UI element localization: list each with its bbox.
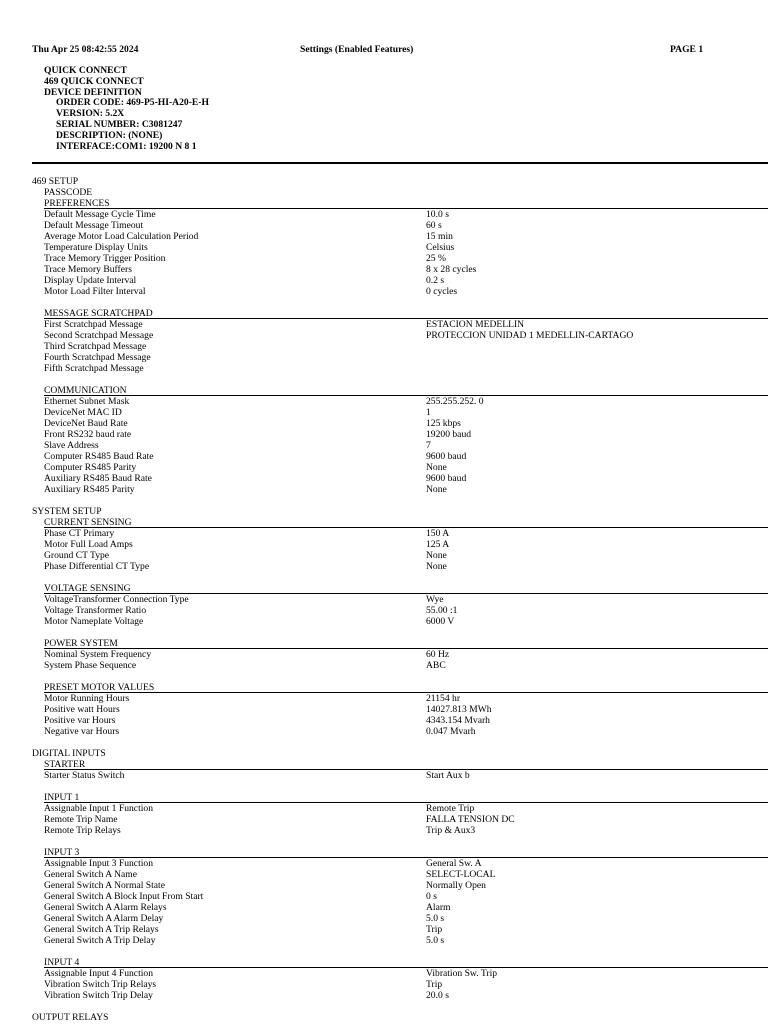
- setting-row: [44, 858, 768, 869]
- setting-name: Assignable Input 3 Function: [44, 858, 153, 869]
- group-heading: CURRENT SENSING: [44, 517, 768, 528]
- setting-row: [44, 363, 768, 374]
- setting-name: Computer RS485 Parity: [44, 462, 137, 473]
- setting-value: 20.0 s: [426, 990, 449, 1001]
- setting-row: [44, 352, 768, 363]
- spacer: [32, 572, 768, 583]
- setting-value: Vibration Sw. Trip: [426, 968, 498, 979]
- setting-name: Default Message Cycle Time: [44, 209, 156, 220]
- setting-name: Fifth Scratchpad Message: [44, 363, 144, 374]
- setting-value: 0 cycles: [426, 286, 458, 297]
- group-heading: INPUT 1: [44, 792, 768, 803]
- setting-value: 125 kbps: [426, 418, 461, 429]
- setting-value: 19200 baud: [426, 429, 472, 440]
- setting-value: Trip & Aux3: [426, 825, 476, 836]
- setting-row: [44, 242, 768, 253]
- setting-row: [44, 275, 768, 286]
- setting-name: Auxiliary RS485 Parity: [44, 484, 135, 495]
- setting-row: [44, 869, 768, 880]
- setting-name: Slave Address: [44, 440, 99, 451]
- page-number: PAGE 1: [670, 44, 704, 55]
- setting-value: ABC: [426, 660, 446, 671]
- setting-row: [44, 429, 768, 440]
- header-divider: [32, 162, 768, 164]
- setting-name: Temperature Display Units: [44, 242, 148, 253]
- setting-row: [44, 649, 768, 660]
- setting-value: 14027.813 MWh: [426, 704, 492, 715]
- setting-name: DeviceNet MAC ID: [44, 407, 122, 418]
- setting-name: Nominal System Frequency: [44, 649, 152, 660]
- setting-name: Auxiliary RS485 Baud Rate: [44, 473, 152, 484]
- setting-value: 60 Hz: [426, 649, 450, 660]
- setting-value: Remote Trip: [426, 803, 475, 814]
- setting-row: [44, 561, 768, 572]
- setting-value: 60 s: [426, 220, 442, 231]
- setting-row: [44, 231, 768, 242]
- setting-name: Second Scratchpad Message: [44, 330, 154, 341]
- group-heading: PREFERENCES: [44, 198, 768, 209]
- info-line: QUICK CONNECT: [44, 65, 127, 76]
- setting-value: None: [426, 484, 447, 495]
- setting-row: [44, 814, 768, 825]
- setting-value: FALLA TENSION DC: [426, 814, 515, 825]
- setting-row: [44, 913, 768, 924]
- setting-value: General Sw. A: [426, 858, 482, 869]
- setting-row: [44, 396, 768, 407]
- setting-value: 0.047 Mvarh: [426, 726, 476, 737]
- setting-value: 0 s: [426, 891, 437, 902]
- setting-name: General Switch A Normal State: [44, 880, 165, 891]
- setting-row: [44, 407, 768, 418]
- report-title: Settings (Enabled Features): [300, 44, 414, 55]
- group-heading: VOLTAGE SENSING: [44, 583, 768, 594]
- setting-value: SELECT-LOCAL: [426, 869, 496, 880]
- setting-row: [44, 924, 768, 935]
- section-heading: 469 SETUP: [32, 176, 79, 187]
- order-code: ORDER CODE: 469-P5-HI-A20-E-H: [56, 97, 209, 109]
- setting-value: 8 x 28 cycles: [426, 264, 477, 275]
- setting-name: Fourth Scratchpad Message: [44, 352, 151, 363]
- setting-row: [44, 770, 768, 781]
- setting-value: 15 min: [426, 231, 453, 242]
- setting-value: None: [426, 462, 447, 473]
- setting-name: Voltage Transformer Ratio: [44, 605, 147, 616]
- setting-value: 5.0 s: [426, 935, 445, 946]
- setting-row: [44, 693, 768, 704]
- setting-row: [44, 880, 768, 891]
- spacer: [32, 946, 768, 957]
- section-heading: DIGITAL INPUTS: [32, 748, 106, 759]
- setting-value: 9600 baud: [426, 473, 467, 484]
- setting-name: Default Message Timeout: [44, 220, 144, 231]
- setting-value: 55.00 :1: [426, 605, 458, 616]
- setting-row: [44, 341, 768, 352]
- setting-name: Positive var Hours: [44, 715, 116, 726]
- setting-name: Front RS232 baud rate: [44, 429, 132, 440]
- setting-name: Computer RS485 Baud Rate: [44, 451, 154, 462]
- setting-row: [44, 990, 768, 1001]
- setting-name: Motor Load Filter Interval: [44, 286, 146, 297]
- group-heading: INPUT 3: [44, 847, 768, 858]
- info-line: 469 QUICK CONNECT: [44, 75, 144, 87]
- setting-name: Ground CT Type: [44, 550, 110, 561]
- setting-row: [44, 660, 768, 671]
- setting-name: Motor Full Load Amps: [44, 539, 133, 550]
- version: VERSION: 5.2X: [56, 108, 125, 120]
- info-line: DEVICE DEFINITION: [44, 86, 142, 98]
- group-heading: PRESET MOTOR VALUES: [44, 682, 768, 693]
- setting-value: 6000 V: [426, 616, 455, 627]
- setting-row: [44, 462, 768, 473]
- setting-name: System Phase Sequence: [44, 660, 137, 671]
- group-heading: POWER SYSTEM: [44, 638, 768, 649]
- setting-value: Celsius: [426, 242, 455, 253]
- group-heading: COMMUNICATION: [44, 385, 768, 396]
- section-heading: OUTPUT RELAYS: [32, 1012, 109, 1023]
- group-heading: INPUT 4: [44, 957, 768, 968]
- device-info-block: [44, 66, 209, 152]
- setting-row: [44, 330, 768, 341]
- setting-name: Assignable Input 1 Function: [44, 803, 153, 814]
- setting-value: None: [426, 550, 447, 561]
- spacer: [32, 495, 768, 506]
- setting-name: Remote Trip Relays: [44, 825, 121, 836]
- setting-name: Phase Differential CT Type: [44, 561, 150, 572]
- setting-name: General Switch A Name: [44, 869, 137, 880]
- setting-row: [44, 902, 768, 913]
- setting-row: [44, 539, 768, 550]
- setting-value: 4343.154 Mvarh: [426, 715, 490, 726]
- setting-value: PROTECCION UNIDAD 1 MEDELLIN-CARTAGO: [426, 330, 634, 341]
- setting-value: Wye: [426, 594, 444, 605]
- setting-row: [44, 825, 768, 836]
- serial-number: SERIAL NUMBER: C3081247: [56, 118, 183, 130]
- group-heading: STARTER: [44, 759, 768, 770]
- setting-name: DeviceNet Baud Rate: [44, 418, 128, 429]
- setting-value: Normally Open: [426, 880, 486, 891]
- spacer: [32, 671, 768, 682]
- setting-row: [44, 979, 768, 990]
- setting-name: Vibration Switch Trip Relays: [44, 979, 157, 990]
- setting-name: General Switch A Trip Relays: [44, 924, 159, 935]
- setting-row: [44, 440, 768, 451]
- setting-row: [44, 616, 768, 627]
- setting-row: [44, 550, 768, 561]
- setting-row: [44, 418, 768, 429]
- setting-row: [44, 484, 768, 495]
- setting-value: 0.2 s: [426, 275, 445, 286]
- setting-value: 21154 hr: [426, 693, 461, 704]
- setting-value: 7: [426, 440, 431, 451]
- description: DESCRIPTION: (NONE): [56, 129, 163, 141]
- spacer: [32, 374, 768, 385]
- spacer: [32, 836, 768, 847]
- setting-value: 9600 baud: [426, 451, 467, 462]
- setting-row: [44, 220, 768, 231]
- setting-row: [44, 264, 768, 275]
- setting-name: General Switch A Alarm Relays: [44, 902, 167, 913]
- setting-name: Ethernet Subnet Mask: [44, 396, 130, 407]
- setting-value: Trip: [426, 924, 443, 935]
- setting-value: 255.255.252. 0: [426, 396, 484, 407]
- setting-name: Remote Trip Name: [44, 814, 118, 825]
- setting-name: Display Update Interval: [44, 275, 137, 286]
- setting-name: Assignable Input 4 Function: [44, 968, 153, 979]
- spacer: [32, 781, 768, 792]
- spacer: [32, 297, 768, 308]
- setting-row: [44, 935, 768, 946]
- print-timestamp: Thu Apr 25 08:42:55 2024: [32, 44, 139, 55]
- setting-name: Negative var Hours: [44, 726, 120, 737]
- setting-value: 125 A: [426, 539, 450, 550]
- setting-name: Average Motor Load Calculation Period: [44, 231, 199, 242]
- setting-name: Positive watt Hours: [44, 704, 120, 715]
- group-heading: PASSCODE: [44, 187, 93, 198]
- setting-value: Start Aux b: [426, 770, 470, 781]
- setting-row: [44, 286, 768, 297]
- setting-value: Alarm: [426, 902, 451, 913]
- spacer: [32, 737, 768, 748]
- setting-row: [44, 451, 768, 462]
- setting-row: [44, 209, 768, 220]
- setting-row: [44, 968, 768, 979]
- setting-row: [44, 803, 768, 814]
- setting-name: Third Scratchpad Message: [44, 341, 147, 352]
- setting-name: VoltageTransformer Connection Type: [44, 594, 189, 605]
- setting-value: 5.0 s: [426, 913, 445, 924]
- setting-value: Trip: [426, 979, 443, 990]
- setting-name: General Switch A Block Input From Start: [44, 891, 204, 902]
- section-heading: SYSTEM SETUP: [32, 506, 102, 517]
- spacer: [32, 627, 768, 638]
- setting-row: [44, 704, 768, 715]
- interface: INTERFACE:COM1: 19200 N 8 1: [56, 140, 197, 152]
- group-heading: MESSAGE SCRATCHPAD: [44, 308, 768, 319]
- setting-row: [44, 891, 768, 902]
- setting-row: [44, 528, 768, 539]
- spacer: [32, 1001, 768, 1012]
- setting-row: [44, 253, 768, 264]
- setting-name: General Switch A Alarm Delay: [44, 913, 164, 924]
- setting-name: Motor Nameplate Voltage: [44, 616, 144, 627]
- setting-row: [44, 726, 768, 737]
- setting-name: First Scratchpad Message: [44, 319, 143, 330]
- setting-name: Trace Memory Trigger Position: [44, 253, 166, 264]
- setting-row: [44, 605, 768, 616]
- setting-row: [44, 319, 768, 330]
- setting-name: Starter Status Switch: [44, 770, 125, 781]
- setting-name: Vibration Switch Trip Delay: [44, 990, 153, 1001]
- setting-name: Motor Running Hours: [44, 693, 130, 704]
- setting-name: Trace Memory Buffers: [44, 264, 132, 275]
- setting-value: 1: [426, 407, 431, 418]
- setting-value: 10.0 s: [426, 209, 449, 220]
- setting-row: [44, 715, 768, 726]
- setting-value: ESTACION MEDELLIN: [426, 319, 525, 330]
- setting-value: 150 A: [426, 528, 450, 539]
- setting-value: 25 %: [426, 253, 446, 264]
- setting-name: General Switch A Trip Delay: [44, 935, 156, 946]
- setting-row: [44, 473, 768, 484]
- setting-row: [44, 594, 768, 605]
- settings-list: [32, 176, 768, 1023]
- setting-name: Phase CT Primary: [44, 528, 115, 539]
- setting-value: None: [426, 561, 447, 572]
